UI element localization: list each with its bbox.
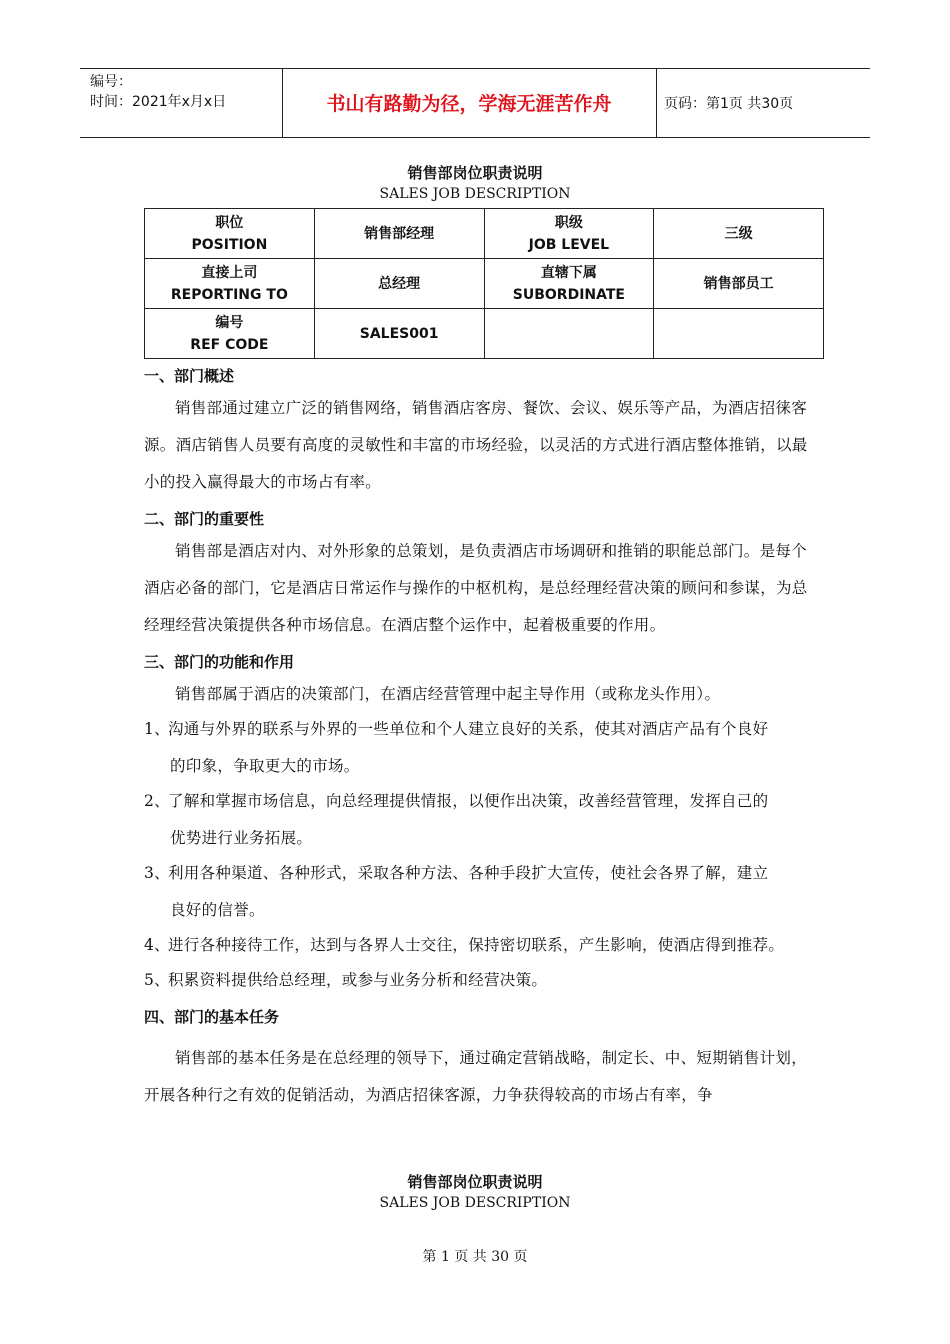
list-number: 4、 (144, 936, 170, 954)
table-row (145, 309, 824, 359)
page-footer: 第 1 页 共 30 页 (422, 1249, 528, 1265)
section-heading: 一、部门概述 (144, 367, 235, 385)
section-heading: 四、部门的基本任务 (144, 1008, 280, 1026)
section-paragraph: 销售部是酒店对内、对外形象的总策划，是负责酒店市场调研和推销的职能总部门。是每个酒店必备的部门，它是酒店日常运作与操作的中枢机构，是总经理经营决策的顾问和参谋，为总经理经营决策提供各种市场信息。在酒店整个运作中，起着极重要的作用。 (144, 542, 808, 634)
table-cell: 总经理 (314, 259, 484, 309)
table-cell: SALES001 (314, 309, 484, 359)
section-heading: 二、部门的重要性 (144, 510, 265, 528)
table-cell: 职位 POSITION (145, 209, 315, 259)
table-cell: 直接上司 REPORTING TO (145, 259, 315, 309)
section-intro: 销售部属于酒店的决策部门，在酒店经营管理中起主导作用（或称龙头作用）。 (175, 685, 721, 703)
list-number: 5、 (144, 971, 170, 989)
table-cell: 直辖下属 SUBORDINATE (484, 259, 654, 309)
code-label: 编号： (90, 74, 132, 90)
list-number: 1、 (144, 720, 170, 738)
document-header (80, 68, 870, 138)
section-paragraph: 销售部通过建立广泛的销售网络，销售酒店客房、餐饮、会议、娱乐等产品，为酒店招徕客源。酒店销售人员要有高度的灵敏性和丰富的市场经验，以灵活的方式进行酒店整体推销，以最小的投入赢得最大的市场占有率。 (144, 399, 808, 491)
date-line: 时间：2021年x月x日 (90, 94, 227, 110)
table-cell: 销售部经理 (314, 209, 484, 259)
list-item: 1、沟通与外界的联系与外界的一些单位和个人建立良好的关系，使其对酒店产品有个良好 的印象，争取更大的市场。 (144, 711, 824, 785)
table-cell: 三级 (654, 209, 824, 259)
list-number: 2、 (144, 792, 170, 810)
section-heading: 三、部门的功能和作用 (144, 653, 295, 671)
repeat-subtitle: SALES JOB DESCRIPTION (379, 1195, 571, 1211)
list-item: 5、积累资料提供给总经理，或参与业务分析和经营决策。 (144, 962, 824, 999)
table-row (145, 259, 824, 309)
doc-title: 销售部岗位职责说明 (407, 164, 543, 182)
table-cell (484, 309, 654, 359)
header-meta (90, 72, 226, 112)
table-cell: 职级 JOB LEVEL (484, 209, 654, 259)
section-paragraph: 销售部的基本任务是在总经理的领导下，通过确定营销战略，制定长、中、短期销售计划，开展各种行之有效的促销活动，为酒店招徕客源，力争获得较高的市场占有率，争 (144, 1049, 808, 1104)
list-item: 4、进行各种接待工作，达到与各界人士交往，保持密切联系，产生影响，使酒店得到推荐。 (144, 927, 824, 964)
table-cell: 编号 REF CODE (145, 309, 315, 359)
list-item: 2、了解和掌握市场信息，向总经理提供情报，以便作出决策，改善经营管理，发挥自己的 优势进行业务拓展。 (144, 783, 824, 857)
table-cell (654, 309, 824, 359)
job-info-table (144, 208, 824, 359)
table-row (145, 209, 824, 259)
list-item: 3、利用各种渠道、各种形式，采取各种方法、各种手段扩大宣传，使社会各界了解，建立 良好的信誉。 (144, 855, 824, 929)
doc-subtitle: SALES JOB DESCRIPTION (379, 186, 571, 202)
header-motto: 书山有路勤为径，学海无涯苦作舟 (326, 93, 612, 115)
header-page-info: 页码：第1页 共30页 (664, 96, 794, 112)
list-number: 3、 (144, 864, 170, 882)
table-cell: 销售部员工 (654, 259, 824, 309)
repeat-title: 销售部岗位职责说明 (407, 1173, 543, 1191)
header-divider (656, 69, 657, 137)
